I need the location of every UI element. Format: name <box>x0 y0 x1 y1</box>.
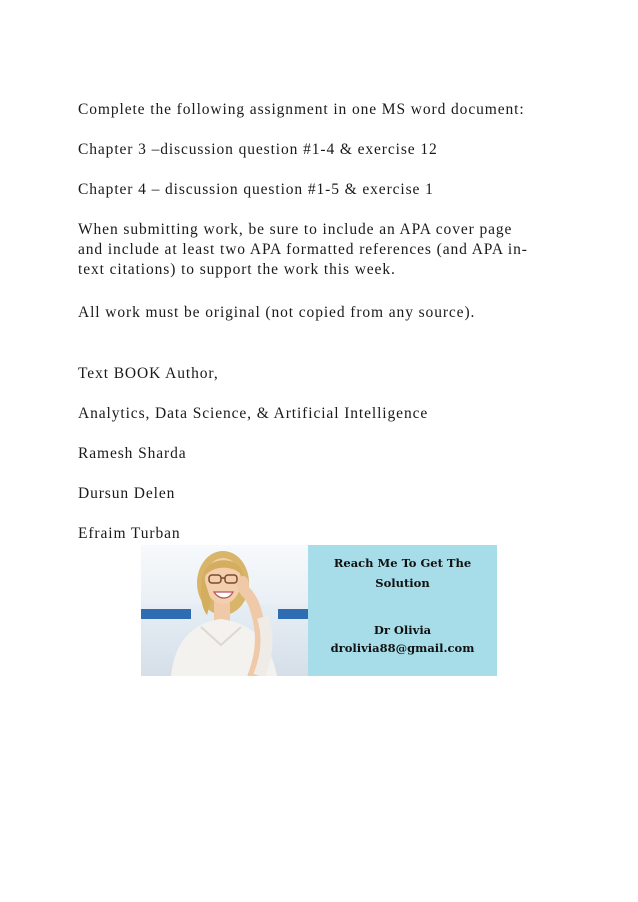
banner-subheadline: Solution <box>375 576 430 590</box>
author-name: Ramesh Sharda <box>78 445 187 462</box>
author-name: Efraim Turban <box>78 525 181 542</box>
submission-requirements <box>78 220 568 280</box>
contact-name: Dr Olivia <box>373 623 432 637</box>
woman-photo <box>141 545 308 676</box>
assignment-instruction: Complete the following assignment in one MS word document: <box>78 101 525 118</box>
banner-headline: Reach Me To Get The <box>333 556 472 570</box>
submission-line: and include at least two APA formatted references (and APA in- <box>78 241 528 258</box>
originality-note: All work must be original (not copied from any source). <box>78 304 476 321</box>
textbook-label: Text BOOK Author, <box>78 365 219 382</box>
chapter-3-task: Chapter 3 –discussion question #1-4 & exercise 12 <box>78 141 438 158</box>
contact-panel <box>308 545 497 676</box>
contact-banner <box>141 545 497 676</box>
woman-illustration <box>141 545 308 676</box>
submission-line: text citations) to support the work this week. <box>78 261 396 278</box>
contact-email: drolivia88@gmail.com <box>330 641 475 655</box>
book-title: Analytics, Data Science, & Artificial Intelligence <box>78 405 429 422</box>
author-name: Dursun Delen <box>78 485 176 502</box>
submission-line: When submitting work, be sure to include an APA cover page <box>78 221 513 238</box>
chapter-4-task: Chapter 4 – discussion question #1-5 & exercise 1 <box>78 181 434 198</box>
